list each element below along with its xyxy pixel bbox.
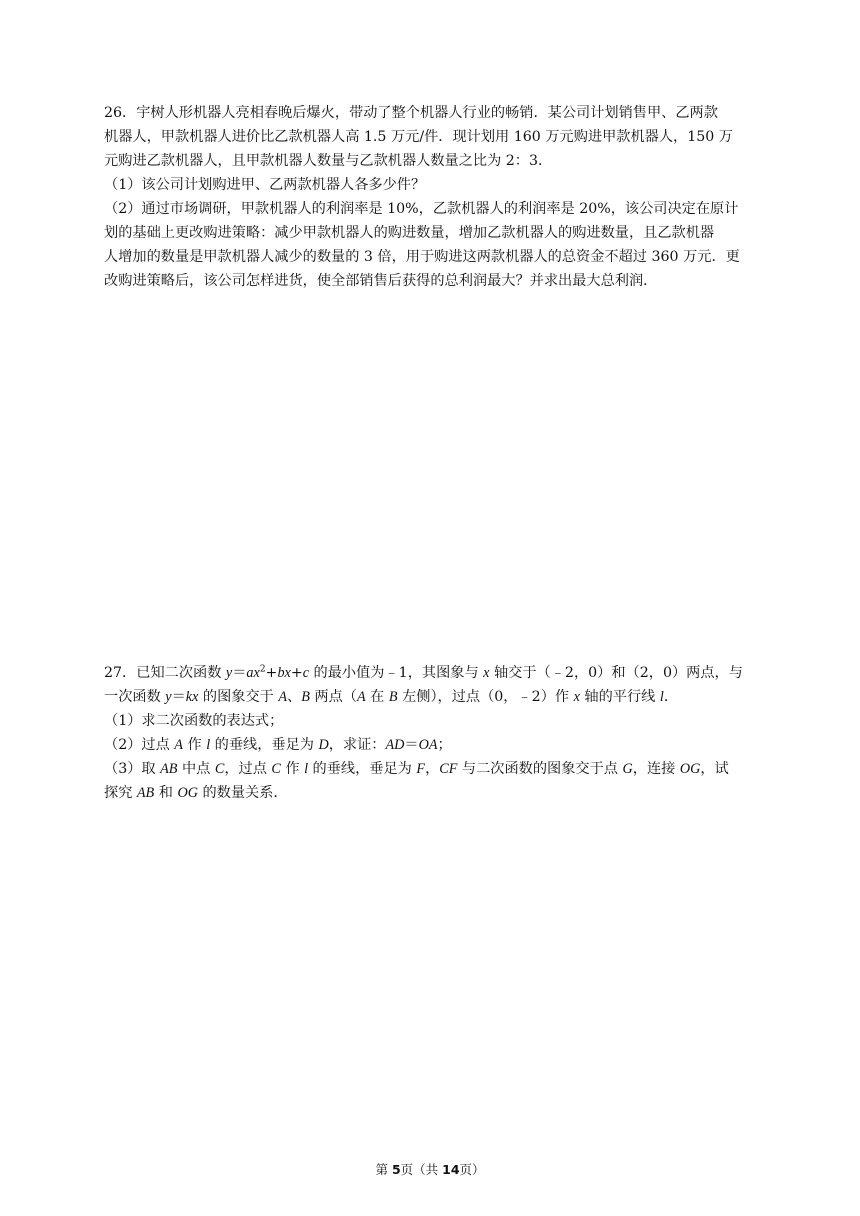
question-26 [104, 101, 760, 293]
point-C: C [214, 761, 225, 777]
q27-part-2 [104, 733, 760, 757]
point-C: C [271, 761, 281, 777]
line-l: l [206, 737, 211, 753]
segment-CF: CF [439, 761, 458, 777]
text: 左侧），过点（0，﹣2）作 [397, 689, 574, 705]
segment-OA: OA [418, 737, 438, 753]
var-x: x [192, 689, 199, 705]
var-x: x [284, 665, 291, 681]
text: （2）过点 [104, 737, 175, 753]
segment-OG: OG [177, 785, 198, 801]
q26-part-1: （1）该公司计划购进甲、乙两款机器人各多少件？ [104, 177, 426, 193]
page-number: 5 [391, 1162, 401, 1177]
var-y: y [225, 665, 233, 681]
text: ，求证： [328, 737, 386, 753]
text: 探究 [104, 785, 137, 801]
var-a: a [246, 665, 254, 681]
var-b: b [277, 665, 285, 681]
plus-sign: + [265, 665, 278, 681]
q27-part-3 [104, 757, 760, 805]
text: 轴的平行线 [579, 689, 660, 705]
point-F: F [416, 761, 426, 777]
text: 作 [280, 761, 305, 777]
segment-AB: AB [136, 785, 155, 801]
equals-sign: ＝ [171, 689, 186, 705]
q26-part-2-line-3: 人增加的数量是甲款机器人减少的数量的 3 倍，用于购进这两款机器人的总资金不超过 360 万元．更 [104, 249, 740, 265]
var-k: k [185, 689, 193, 705]
q27-number: 27． [104, 665, 137, 681]
text: 的垂线，垂足为 [210, 737, 319, 753]
q26-stem-line-3: 元购进乙款机器人，且甲款机器人数量与乙款机器人数量之比为 2：3． [104, 153, 553, 169]
question-27 [104, 661, 760, 805]
text: ，试 [700, 761, 729, 777]
q26-part-2-line-2: 划的基础上更改购进策略：减少甲款机器人的购进数量，增加乙款机器人的购进数量，且乙款机器 [104, 225, 715, 241]
text: 已知二次函数 [136, 665, 226, 681]
point-G: G [622, 761, 633, 777]
footer-text: 页（共 [400, 1162, 443, 1177]
text: 两点（ [309, 689, 357, 705]
point-A: A [357, 689, 366, 705]
text: ，过点 [224, 761, 272, 777]
text: 的图象交于 [198, 689, 279, 705]
var-x: x [483, 665, 490, 681]
text: 的垂线，垂足为 [308, 761, 417, 777]
period: ． [663, 689, 679, 705]
separator: 、 [287, 689, 302, 705]
point-D: D [318, 737, 329, 753]
line-l: l [304, 761, 309, 777]
plus-sign: + [290, 665, 303, 681]
text: 和 [154, 785, 178, 801]
text: ； [437, 737, 452, 753]
comma: ， [425, 761, 440, 777]
q26-stem-line-1: 26．宇树人形机器人亮相春晚后爆火，带动了整个机器人行业的畅销．某公司计划销售甲、乙两款 [104, 105, 718, 121]
point-B: B [388, 689, 398, 705]
var-x: x [573, 689, 580, 705]
text: 与二次函数的图象交于点 [457, 761, 623, 777]
text: 的最小值为﹣1，其图象与 [309, 665, 484, 681]
footer-text: 页） [459, 1162, 485, 1177]
total-pages: 14 [442, 1162, 460, 1177]
text: 的数量关系． [197, 785, 288, 801]
q27-stem [104, 661, 760, 709]
text: （3）取 [104, 761, 161, 777]
text: 一次函数 [104, 689, 166, 705]
text: 中点 [177, 761, 215, 777]
q26-stem-line-2: 机器人，甲款机器人进价比乙款机器人高 1.5 万元/件．现计划用 160 万元购进甲款机器人，150 万 [104, 129, 733, 145]
point-A: A [278, 689, 288, 705]
equals-sign: ＝ [232, 665, 247, 681]
q26-part-2-line-1: （2）通过市场调研，甲款机器人的利润率是 10%，乙款机器人的利润率是 20%，该公司决定在原计 [104, 201, 739, 217]
text: 在 [365, 689, 389, 705]
text: 作 [182, 737, 207, 753]
var-c: c [302, 665, 310, 681]
var-x: x [253, 665, 260, 681]
equals-sign: ＝ [404, 737, 419, 753]
point-A: A [174, 737, 183, 753]
q27-part-1: （1）求二次函数的表达式； [104, 713, 284, 729]
exponent: 2 [259, 664, 266, 675]
point-B: B [301, 689, 310, 705]
segment-AD: AD [385, 737, 405, 753]
segment-OG: OG [679, 761, 701, 777]
footer-text: 第 [375, 1162, 392, 1177]
line-l: l [659, 689, 664, 705]
segment-AB: AB [160, 761, 178, 777]
var-y: y [165, 689, 172, 705]
page-footer [0, 1160, 860, 1178]
q26-part-2-line-4: 改购进策略后，该公司怎样进货，使全部销售后获得的总利润最大？并求出最大总利润． [104, 273, 658, 289]
text: ，连接 [632, 761, 680, 777]
text: 轴交于（﹣2，0）和（2，0）两点，与 [489, 665, 743, 681]
